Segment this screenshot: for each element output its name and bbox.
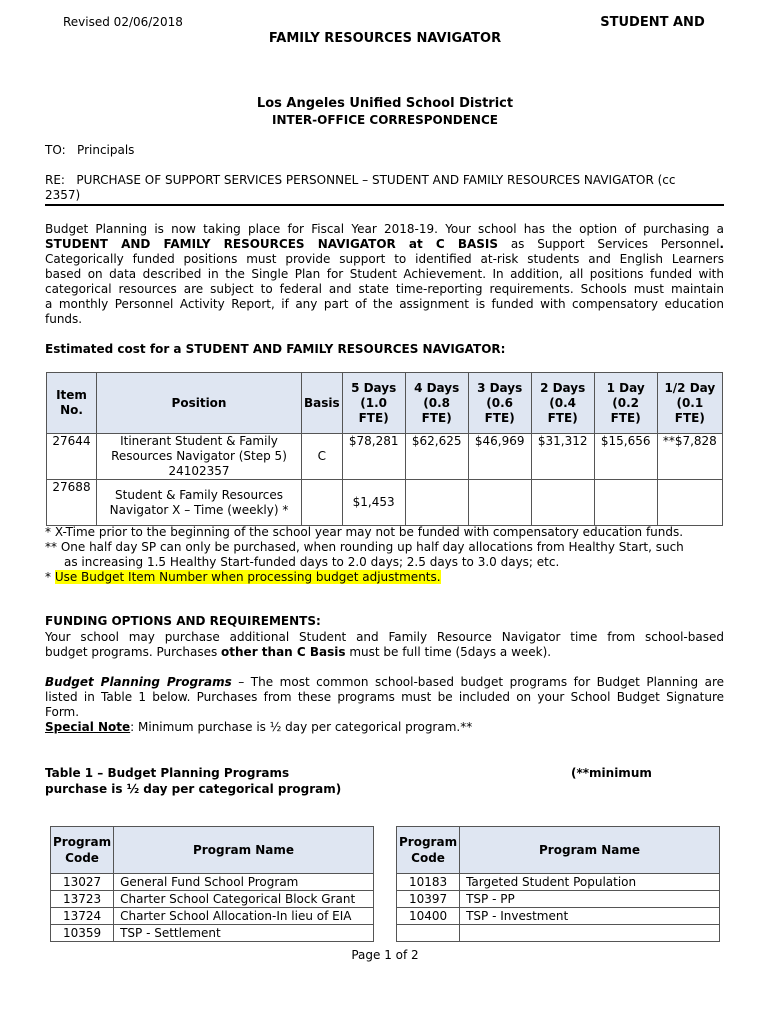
col-program-name: Program Name [114,827,374,874]
footnote-halfday-line2: as increasing 1.5 Healthy Start-funded days to 2.0 days; 2.5 days to 3.0 days; etc. [64,555,560,569]
intro-paragraph [45,222,724,327]
cost-4days [405,480,468,526]
cost-1day: $15,656 [594,434,657,480]
program-name: Targeted Student Population [460,874,720,891]
col-3days: 3 Days (0.6 FTE) [468,373,531,434]
col-program-name: Program Name [460,827,720,874]
program-name: TSP - Investment [460,908,720,925]
footnote-halfday-line1: ** One half day SP can only be purchased, when rounding up half day allocations from Healthy Start, such [45,540,684,554]
program-name: TSP - PP [460,891,720,908]
cost-2days [531,480,594,526]
intro-period: . [719,237,724,251]
col-1day: 1 Day (0.2 FTE) [594,373,657,434]
intro-line: categorical resources are subject to federal and state time-reporting requirements. Schools must maintain [45,282,724,296]
bp-text: – The most common school-based budget programs for Budget Planning are [231,675,725,689]
col-program-code: Program Code [397,827,460,874]
cost-1day [594,480,657,526]
budget-planning-title: Budget Planning Programs [45,675,232,689]
funding-heading: FUNDING OPTIONS AND REQUIREMENTS: [45,614,321,628]
table-row [47,480,723,526]
navigator-basis-bold: STUDENT AND FAMILY RESOURCES NAVIGATOR at C BASIS [45,237,499,251]
page-number: Page 1 of 2 [351,948,419,962]
table-row [51,908,374,925]
footnote-xtime: * X-Time prior to the beginning of the school year may not be funded with compensatory education funds. [45,525,684,539]
highlighted-note: Use Budget Item Number when processing budget adjustments. [54,570,441,584]
memo-re-line1: RE: PURCHASE OF SUPPORT SERVICES PERSONNEL – STUDENT AND FAMILY RESOURCES NAVIGATOR (cc [45,173,676,187]
program-table-left [50,826,374,942]
budget-planning-paragraph [45,675,724,735]
funding-text: must be full time (5days a week). [345,645,552,659]
intro-line [45,237,724,252]
special-note-text: : Minimum purchase is ½ day per categorical program.** [130,720,473,734]
program-code: 10359 [51,925,114,942]
table-row [47,434,723,480]
funding-text: budget programs. Purchases [45,645,222,659]
col-position: Position [97,373,302,434]
table1-minimum-note: (**minimum [571,766,652,780]
memo-divider [45,204,724,206]
table-row [51,874,374,891]
col-4days: 4 Days (0.8 FTE) [405,373,468,434]
col-item-no: Item No. [47,373,97,434]
intro-line: a monthly Personnel Activity Report, if any part of the assignment is funded with compensatory education [45,297,724,311]
position: Itinerant Student & Family Resources Navigator (Step 5) 24102357 [97,434,302,480]
program-code: 10397 [397,891,460,908]
program-name: TSP - Settlement [114,925,374,942]
program-code: 13724 [51,908,114,925]
intro-line: Categorically funded positions must provide support to identified at-risk students and English Learners [45,252,724,266]
program-code: 13723 [51,891,114,908]
correspondence-subtitle: INTER-OFFICE CORRESPONDENCE [272,113,498,127]
funding-paragraph [45,630,724,660]
table-row [397,891,720,908]
program-code: 10400 [397,908,460,925]
table-row [397,908,720,925]
cost-5days: $78,281 [342,434,405,480]
intro-text: as Support Services Personnel [498,237,720,251]
col-program-code: Program Code [51,827,114,874]
cost-3days [468,480,531,526]
bp-line: listed in Table 1 below. Purchases from these programs must be included on your School Budget Signature [45,690,724,704]
program-code: 13027 [51,874,114,891]
cost-heading: Estimated cost for a STUDENT AND FAMILY RESOURCES NAVIGATOR: [45,342,506,356]
intro-line: Budget Planning is now taking place for Fiscal Year 2018-19. Your school has the option of purchasing a [45,222,724,236]
col-5days: 5 Days (1.0 FTE) [342,373,405,434]
bp-line: Form. [45,705,80,719]
program-code: 10183 [397,874,460,891]
table-row [397,874,720,891]
footnote-budget-item [45,570,441,584]
col-basis: Basis [302,373,343,434]
col-halfday: 1/2 Day (0.1 FTE) [657,373,722,434]
district-name: Los Angeles Unified School District [256,96,514,111]
item-no: 27644 [47,434,97,480]
cost-2days: $31,312 [531,434,594,480]
cost-3days: $46,969 [468,434,531,480]
program-name: Charter School Allocation-In lieu of EIA [114,908,374,925]
revised-date: Revised 02/06/2018 [63,15,183,29]
program-header-row [397,827,720,874]
footnote-marker: * [45,570,55,584]
table-row [51,891,374,908]
basis [302,480,343,526]
cost-halfday [657,480,722,526]
special-note-label: Special Note [45,720,131,734]
funding-line: Your school may purchase additional Student and Family Resource Navigator time from school-based [45,630,724,644]
memo-to: TO: Principals [45,143,135,157]
intro-line: based on data described in the Single Plan for Student Achievement. In addition, all positions funded with [45,267,724,281]
item-no: 27688 [47,480,97,526]
header-title-line1: STUDENT AND [600,15,705,30]
program-name [460,925,720,942]
table-row [51,925,374,942]
header-title-line2: FAMILY RESOURCES NAVIGATOR [268,31,502,46]
program-header-row [51,827,374,874]
program-name: General Fund School Program [114,874,374,891]
basis: C [302,434,343,480]
table1-title: Table 1 – Budget Planning Programs [45,766,290,780]
col-2days: 2 Days (0.4 FTE) [531,373,594,434]
cost-table [46,372,723,526]
table-row [397,925,720,942]
cost-4days: $62,625 [405,434,468,480]
cost-5days: $1,453 [342,480,405,526]
memo-re-line2: 2357) [45,188,81,202]
intro-line: funds. [45,312,83,326]
other-than-c-basis: other than C Basis [221,645,346,659]
cost-header-row [47,373,723,434]
bp-line [45,675,724,690]
table1-title-line2: purchase is ½ day per categorical program) [45,782,342,796]
special-note [45,720,724,735]
position: Student & Family Resources Navigator X – Time (weekly) * [97,480,302,526]
program-table-right [396,826,720,942]
program-name: Charter School Categorical Block Grant [114,891,374,908]
cost-halfday: **$7,828 [657,434,722,480]
funding-line [45,645,724,660]
program-code [397,925,460,942]
